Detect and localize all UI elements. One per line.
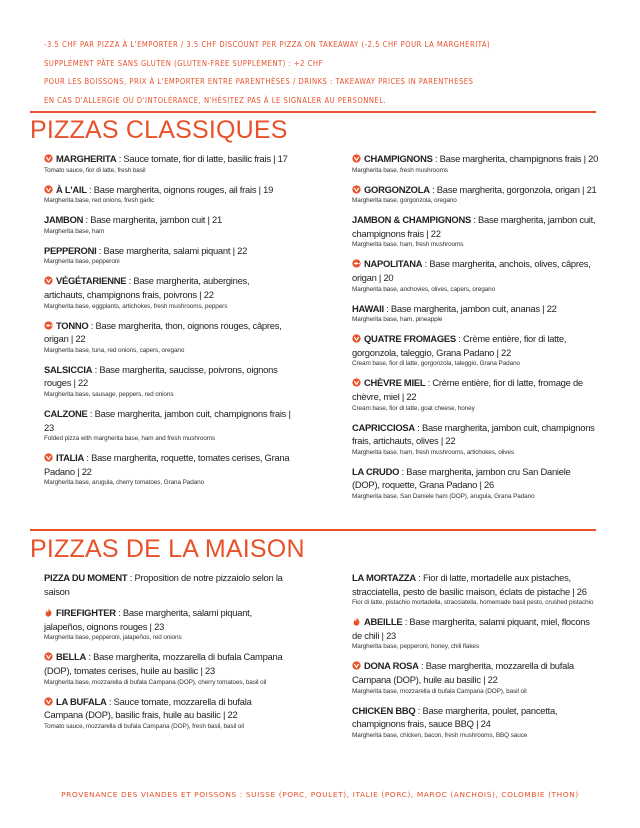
pizza-description: : Base margherita, jambon cuit, champignons frais | 22: [352, 214, 596, 239]
menu-item: [44, 319, 292, 355]
pizza-description: : Base margherita, oignons rouges, ail frais | 19: [86, 183, 274, 195]
menu-item-line: [44, 152, 292, 166]
menu-item: [44, 244, 292, 267]
menu-item-line: [352, 615, 600, 642]
pizza-name: TONNO: [56, 319, 89, 331]
pizza-description: : Sauce tomate, mozzarella di bufala Campana (DOP), basilic frais, huile au basilic | 22: [44, 695, 252, 721]
pizza-english-description: Fior di latte, pistachio mortadella, stracciatella, homemade basil pesto, crushed pistachio: [352, 599, 594, 607]
pizza-description: : Base margherita, jambon cuit, ananas | 22: [383, 302, 557, 314]
menu-item-line: [352, 465, 600, 492]
pizza-name: LA MORTAZZA: [352, 572, 416, 583]
pizza-description: : Base margherita, saucisse, poivrons, oignons rouges | 22: [44, 363, 278, 389]
pizza-description: : Base margherita, champignons frais | 20: [432, 153, 599, 164]
pizza-description: : Crème entière, fior di latte, fromage de chèvre, miel | 22: [352, 377, 583, 402]
menu-item-line: [44, 363, 292, 390]
pizza-description: : Base margherita, jambon cuit, champignons frais, artichauts, olives | 22: [352, 421, 595, 447]
pizza-english-description: Margherita base, ham, fresh mushrooms, artichokes, olives: [352, 448, 514, 456]
menu-item-line: [352, 704, 600, 731]
pizza-name: CAPRICCIOSA: [352, 421, 415, 433]
pizza-name: JAMBON & CHAMPIGNONS: [352, 214, 471, 226]
fish-icon: [352, 258, 361, 267]
menu-item: [352, 615, 600, 651]
pizza-description: : Base margherita, poulet, pancetta, champignons frais, sauce BBQ | 24: [352, 704, 558, 730]
menu-item-line: [352, 332, 600, 359]
menu-item-line: [352, 376, 600, 403]
pizza-description: : Base margherita, aubergines, artichauts, champignons frais, poivrons | 22: [44, 275, 250, 300]
menu-item: [352, 152, 600, 175]
menu-item: [352, 213, 600, 249]
pizza-description: : Base margherita, salami piquant, miel, flocons de chili | 23: [352, 616, 590, 641]
pizza-english-description: Margherita base, fresh mushrooms: [352, 166, 448, 174]
menu-item: [44, 274, 292, 310]
vegetarian-icon: [352, 184, 361, 193]
pizza-name: LA CRUDO: [352, 465, 400, 477]
menu-item: [352, 465, 600, 501]
section-title-maison: PIZZAS DE LA MAISON: [30, 535, 305, 563]
vegetarian-icon: [44, 452, 53, 461]
menu-item-line: [352, 152, 600, 166]
note-allergy: EN CAS D'ALLERGIE OU D'INTOLÉRANCE, N'HÉSITEZ PAS À LE SIGNALER AU PERSONNEL.: [44, 95, 387, 105]
menu-item-line: [352, 213, 600, 240]
menu-item: [352, 704, 600, 740]
pizza-english-description: Margherita base, arugula, cherry tomatoes, Grana Padano: [44, 479, 205, 487]
pizza-english-description: Margherita base, chicken, bacon, fresh mushrooms, BBQ sauce: [352, 731, 528, 739]
pizza-description: : Base margherita, mozzarella di bufala Campana (DOP), huile au basilic | 22: [352, 660, 574, 685]
pizza-description: : Base margherita, salami piquant, jalapeños, oignons rouges | 23: [44, 607, 252, 632]
pizza-description: : Base margherita, anchois, olives, câpres, origan | 20: [352, 258, 591, 283]
menu-item: [44, 407, 292, 443]
pizza-name: BELLA: [56, 651, 86, 663]
pizza-name: CHAMPIGNONS: [364, 153, 433, 164]
menu-item: [44, 650, 292, 686]
vegetarian-icon: [44, 153, 53, 162]
menu-item-line: [44, 451, 292, 478]
pizza-description: : Crème entière, fior di latte, gorgonzola, taleggio, Grana Padano | 22: [352, 333, 567, 358]
pizza-description: : Base margherita, salami piquant | 22: [96, 244, 248, 256]
pizza-name: PEPPERONI: [44, 244, 97, 256]
menu-item-line: [352, 659, 600, 686]
vegetarian-icon: [352, 377, 361, 386]
pizza-english-description: Margherita base, ham, fresh mushrooms: [352, 241, 464, 249]
pizza-description: : Base margherita, jambon cru San Daniele (DOP), roquette, Grana Padano | 26: [352, 465, 571, 491]
pizza-name: DONA ROSA: [364, 660, 419, 672]
pizza-english-description: Margherita base, pepperoni: [44, 258, 120, 266]
pizza-name: ITALIA: [56, 452, 85, 464]
pizza-english-description: Margherita base, mozzarella di bufala Campana (DOP), basil oil: [352, 687, 527, 695]
menu-item-line: [44, 571, 292, 598]
fish-icon: [44, 320, 53, 329]
vegetarian-icon: [352, 153, 361, 162]
pizza-english-description: Margherita base, gorgonzola, oregano: [352, 197, 457, 205]
menu-item: [44, 606, 292, 642]
menu-item: [352, 659, 600, 695]
vegetarian-icon: [44, 275, 53, 284]
menu-item: [44, 152, 292, 175]
pizza-english-description: Margherita base, sausage, peppers, red onions: [44, 390, 174, 398]
menu-item-line: [44, 606, 292, 633]
menu-item-line: [44, 213, 292, 227]
pizza-name: QUATRE FROMAGES: [364, 333, 456, 345]
pizza-name: SALSICCIA: [44, 363, 93, 375]
pizza-name: JAMBON: [44, 214, 84, 226]
menu-item-line: [44, 244, 292, 258]
menu-item: [44, 571, 292, 598]
pizza-english-description: Margherita base, anchovies, olives, capers, oregano: [352, 285, 496, 293]
pizza-english-description: Cream base, fior di latte, gorgonzola, taleggio, Grana Padano: [352, 360, 520, 368]
pizza-description: : Base margherita, jambon cuit | 21: [83, 214, 222, 226]
pizza-description: : Base margherita, mozzarella di bufala Campana (DOP), tomates cerises, huile au basilic | 23: [44, 651, 283, 676]
pizza-name: PIZZA DU MOMENT: [44, 572, 128, 583]
pizza-description: : Base margherita, jambon cuit, champignons frais | 23: [44, 407, 291, 433]
pizza-name: CALZONE: [44, 407, 88, 419]
pizza-english-description: Margherita base, eggplants, artichokes, fresh mushrooms, peppers: [44, 302, 228, 310]
pizza-name: HAWAII: [352, 302, 384, 314]
vegetarian-icon: [44, 184, 53, 193]
menu-item-line: [44, 407, 292, 434]
menu-item-line: [44, 319, 292, 346]
pizza-description: : Proposition de notre pizzaiolo selon la saison: [44, 572, 283, 597]
menu-item: [44, 695, 292, 731]
menu-item: [352, 257, 600, 293]
pizza-name: VÉGÉTARIENNE: [56, 275, 127, 287]
pizza-name: LA BUFALA: [56, 695, 107, 707]
pizza-english-description: Margherita base, mozzarella di bufala Campana (DOP), cherry tomatoes, basil oil: [44, 678, 267, 686]
menu-item: [352, 376, 600, 412]
pizza-english-description: Margherita base, ham: [44, 227, 105, 235]
pizza-english-description: Margherita base, red onions, fresh garlic: [44, 197, 155, 205]
maison-right-column: [352, 571, 600, 748]
classiques-right-column: [352, 152, 600, 509]
vegetarian-icon: [352, 660, 361, 669]
menu-item: [44, 183, 292, 206]
menu-item: [352, 302, 600, 325]
vegetarian-icon: [44, 696, 53, 705]
pizza-name: MARGHERITA: [56, 153, 117, 164]
vegetarian-icon: [44, 651, 53, 660]
pizza-description: : Base margherita, thon, oignons rouges, câpres, origan | 22: [44, 319, 282, 345]
pizza-english-description: Folded pizza with margherita base, ham and fresh mushrooms: [44, 435, 216, 443]
menu-item-line: [44, 650, 292, 677]
pizza-name: FIREFIGHTER: [56, 607, 116, 619]
pizza-name: NAPOLITANA: [364, 258, 423, 270]
maison-left-column: [44, 571, 292, 739]
menu-item-line: [44, 183, 292, 197]
notes-block: [44, 36, 604, 110]
menu-item-line: [352, 571, 600, 598]
menu-item: [44, 363, 292, 399]
menu-item-line: [352, 183, 600, 197]
pizza-english-description: Cream base, fior di latte, goat cheese, honey: [352, 404, 475, 412]
menu-item-line: [352, 421, 600, 448]
pizza-name: À L'AIL: [56, 183, 87, 195]
pizza-name: CHICKEN BBQ: [352, 704, 416, 716]
menu-item: [352, 571, 600, 607]
section-divider: [30, 529, 596, 531]
pizza-description: : Base margherita, roquette, tomates cerises, Grana Padano | 22: [44, 452, 290, 477]
spicy-icon: [44, 607, 53, 616]
pizza-english-description: Margherita base, pepperoni, honey, chili flakes: [352, 643, 479, 651]
pizza-english-description: Margherita base, tuna, red onions, capers, oregano: [44, 346, 185, 354]
classiques-left-column: [44, 152, 292, 495]
pizza-description: : Base margherita, gorgonzola, origan | 21: [429, 183, 597, 195]
meat-origin-footer: PROVENANCE DES VIANDES ET POISSONS : SUISSE (PORC, POULET), ITALIE (PORC), MAROC (ANCHOIS), COLOMBIE (THON): [61, 790, 579, 799]
pizza-description: : Fior di latte, mortadelle aux pistaches, stracciatella, pesto de basilic maison, éclats de pistache | 26: [352, 572, 587, 597]
menu-item: [44, 451, 292, 487]
spicy-icon: [352, 616, 361, 625]
pizza-english-description: Margherita base, ham, pineapple: [352, 316, 443, 324]
section-divider: [30, 111, 596, 113]
section-title-classiques: PIZZAS CLASSIQUES: [30, 116, 288, 144]
note-drinks: POUR LES BOISSONS, PRIX À L'EMPORTER ENTRE PARENTHÈSES / DRINKS : TAKEAWAY PRICES IN PARENTHESES: [44, 77, 474, 86]
vegetarian-icon: [352, 333, 361, 342]
menu-item: [352, 421, 600, 457]
note-gluten-free: SUPPLÉMENT PÂTE SANS GLUTEN (GLUTEN-FREE SUPPLEMENT) : +2 CHF: [44, 58, 323, 68]
pizza-name: CHÈVRE MIEL: [364, 377, 426, 389]
menu-item-line: [44, 274, 292, 301]
menu-item-line: [44, 695, 292, 722]
note-takeaway-discount: -3.5 CHF PAR PIZZA À L'EMPORTER / 3.5 CHF DISCOUNT PER PIZZA ON TAKEAWAY (-2.5 CHF POUR LA MARGHERITA): [44, 40, 491, 49]
menu-item: [44, 213, 292, 236]
pizza-english-description: Margherita base, pepperoni, jalapeños, red onions: [44, 634, 182, 642]
pizza-description: : Sauce tomate, fior di latte, basilic frais | 17: [116, 153, 288, 164]
menu-item-line: [352, 302, 600, 316]
pizza-name: GORGONZOLA: [364, 183, 430, 195]
menu-item-line: [352, 257, 600, 284]
pizza-name: ABEILLE: [364, 616, 403, 628]
pizza-english-description: Tomato sauce, mozzarella di bufala Campana (DOP), fresh basil, basil oil: [44, 722, 244, 730]
menu-item: [352, 332, 600, 368]
pizza-english-description: Tomato sauce, fior di latte, fresh basil: [44, 166, 146, 174]
menu-item: [352, 183, 600, 206]
pizza-english-description: Margherita base, San Daniele ham (DOP), arugula, Grana Padano: [352, 492, 535, 500]
